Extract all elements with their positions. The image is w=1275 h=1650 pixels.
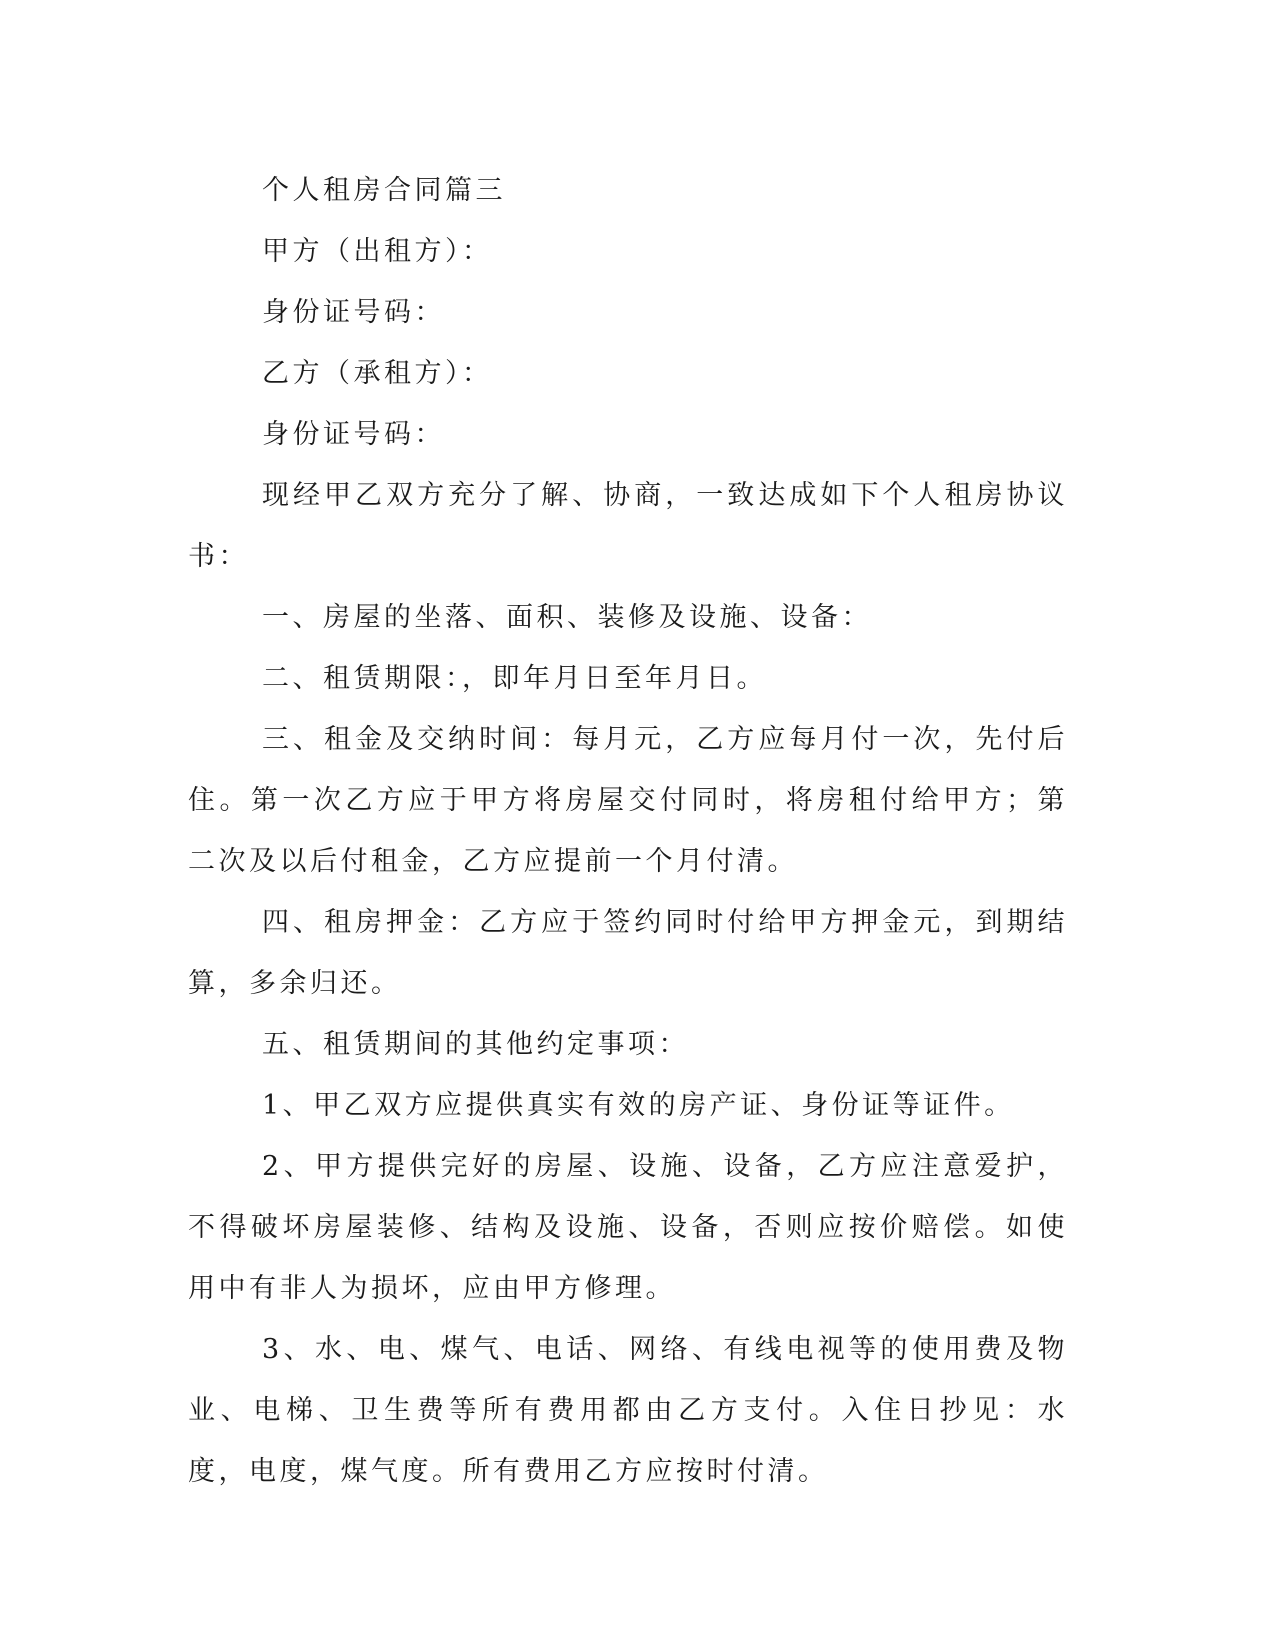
agreement-intro: 现经甲乙双方充分了解、协商，一致达成如下个人租房协议书： xyxy=(188,480,1068,572)
subclause-3-utilities: 3、水、电、煤气、电话、网络、有线电视等的使用费及物业、电梯、卫生费等所有费用都由乙方支付。入住日抄见：水度，电度，煤气度。所有费用乙方应按时付清。 xyxy=(188,1334,1068,1487)
contract-body xyxy=(188,160,1068,1502)
clause-5-other-terms: 五、租赁期间的其他约定事项： xyxy=(262,1029,689,1060)
party-b-id-line: 身份证号码： xyxy=(262,419,445,450)
clause-4-deposit: 四、租房押金：乙方应于签约同时付给甲方押金元，到期结算，多余归还。 xyxy=(188,907,1068,999)
clause-2-lease-term: 二、租赁期限：，即年月日至年月日。 xyxy=(262,663,767,694)
subclause-2-maintenance: 2、甲方提供完好的房屋、设施、设备，乙方应注意爱护，不得破坏房屋装修、结构及设施、设备，否则应按价赔偿。如使用中有非人为损坏，应由甲方修理。 xyxy=(188,1151,1068,1304)
party-a-id-line: 身份证号码： xyxy=(262,297,445,328)
clause-1-house-info: 一、房屋的坐落、面积、装修及设施、设备： xyxy=(262,602,872,633)
contract-title: 个人租房合同篇三 xyxy=(262,175,506,206)
clause-3-rent-payment: 三、租金及交纳时间：每月元，乙方应每月付一次，先付后住。第一次乙方应于甲方将房屋交付同时，将房租付给甲方；第二次及以后付租金，乙方应提前一个月付清。 xyxy=(188,724,1068,877)
party-a-line: 甲方（出租方）： xyxy=(262,236,493,267)
subclause-1-documents: 1、甲乙双方应提供真实有效的房产证、身份证等证件。 xyxy=(262,1090,1015,1121)
party-b-line: 乙方（承租方）： xyxy=(262,358,493,389)
